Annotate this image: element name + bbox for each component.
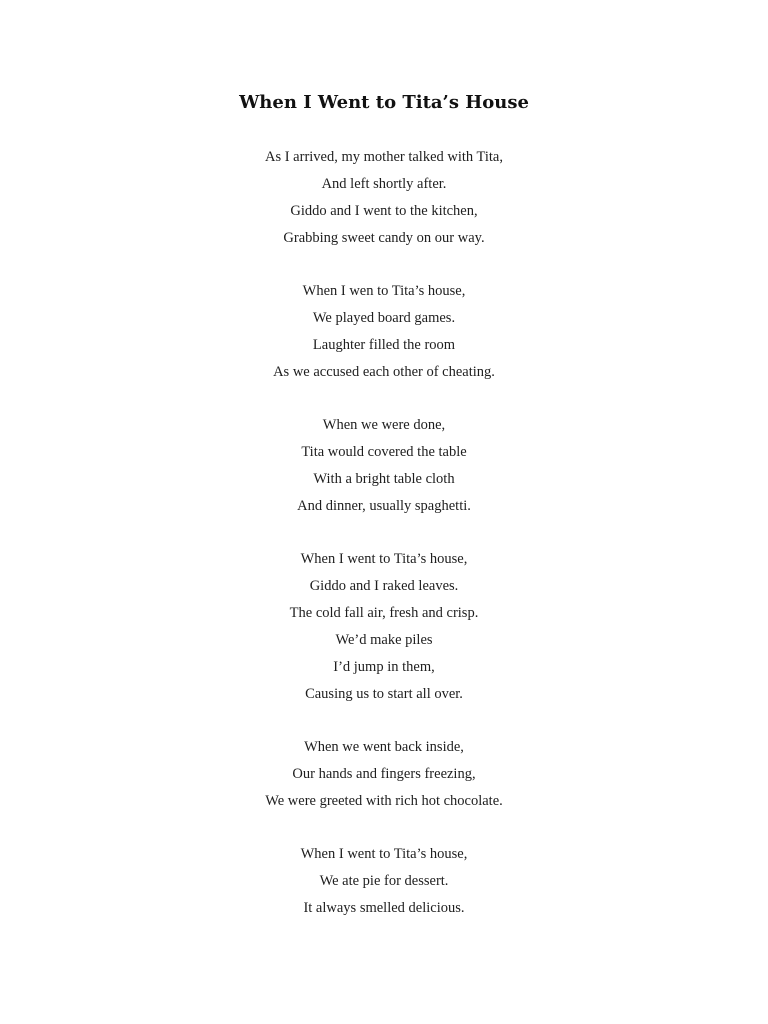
poem-line: When I wen to Tita’s house, xyxy=(302,283,466,299)
poem-line: It always smelled delicious. xyxy=(303,900,465,916)
poem-line: Our hands and fingers freezing, xyxy=(292,766,476,782)
poem-line: When we were done, xyxy=(322,417,446,433)
poem-line: The cold fall air, fresh and crisp. xyxy=(289,605,479,621)
stanza-1 xyxy=(0,144,768,252)
stanza-6 xyxy=(0,841,768,922)
poem-line: With a bright table cloth xyxy=(313,471,455,487)
poem-line: We played board games. xyxy=(312,310,456,326)
stanza-2 xyxy=(0,278,768,386)
poem-line: When we went back inside, xyxy=(304,739,464,755)
poem-line: We were greeted with rich hot chocolate. xyxy=(265,793,503,809)
poem-line: Laughter filled the room xyxy=(312,337,456,353)
poem-line: We’d make piles xyxy=(335,632,433,648)
poem-title: When I Went to Tita’s House xyxy=(239,92,529,113)
poem-body xyxy=(0,144,768,948)
poem-line: When I went to Tita’s house, xyxy=(300,846,468,862)
poem-line: Tita would covered the table xyxy=(301,444,467,460)
poem-line: As we accused each other of cheating. xyxy=(273,364,495,380)
poem-line: We ate pie for dessert. xyxy=(319,873,449,889)
poem-line: Giddo and I raked leaves. xyxy=(309,578,459,594)
poem-line: When I went to Tita’s house, xyxy=(300,551,468,567)
poem-line: Grabbing sweet candy on our way. xyxy=(283,230,485,246)
stanza-4 xyxy=(0,546,768,708)
poem-line: And dinner, usually spaghetti. xyxy=(297,498,471,514)
stanza-3 xyxy=(0,412,768,520)
poem-line: Causing us to start all over. xyxy=(305,686,463,702)
poem-line: Giddo and I went to the kitchen, xyxy=(290,203,478,219)
poem-line: And left shortly after. xyxy=(321,176,447,192)
poem-line: I’d jump in them, xyxy=(333,659,435,675)
stanza-5 xyxy=(0,734,768,815)
poem-line: As I arrived, my mother talked with Tita, xyxy=(264,149,503,165)
